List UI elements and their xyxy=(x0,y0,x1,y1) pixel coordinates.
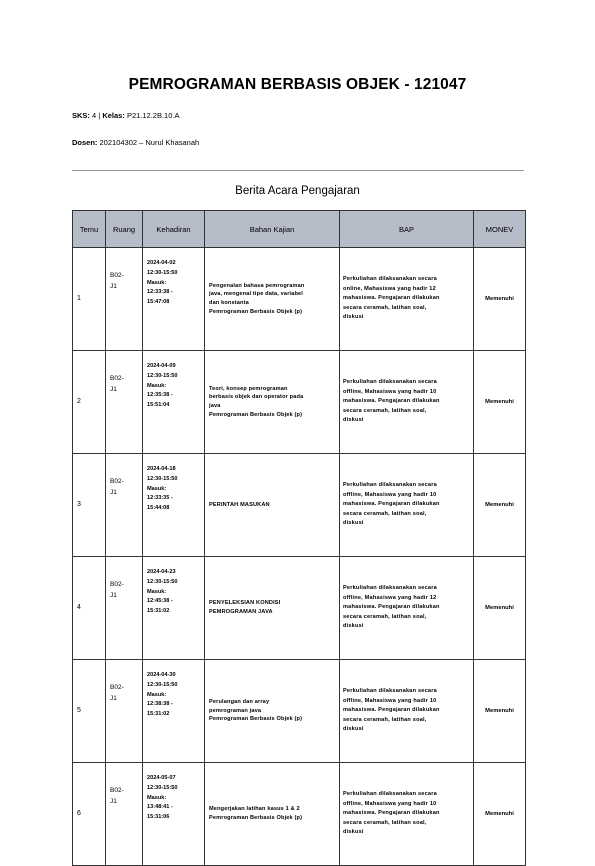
bap-line: diskusi xyxy=(343,417,364,424)
kehadiran-line: 2024-05-07 xyxy=(147,775,176,781)
section-title: Berita Acara Pengajaran xyxy=(235,185,360,197)
kehadiran-cell xyxy=(143,351,205,454)
header-temu: Temu xyxy=(73,211,106,248)
dosen-label: Dosen: xyxy=(72,138,98,147)
teaching-record-table xyxy=(72,210,526,866)
ruang-line: B02- xyxy=(110,684,124,691)
bahan-kajian-line: Perulangan dan array xyxy=(209,699,270,706)
kehadiran-cell xyxy=(143,763,205,866)
kehadiran-line: Masuk: xyxy=(147,279,167,286)
ruang-cell xyxy=(106,660,143,763)
bahan-kajian-cell xyxy=(205,557,340,660)
bap-line: Perkuliahan dilaksanakan secara xyxy=(343,688,437,695)
bap-cell xyxy=(340,763,474,866)
kelas-label: Kelas: xyxy=(102,111,125,120)
header-bap: BAP xyxy=(340,211,474,248)
bap-line: mahasiswa. Pengajaran dilakukan xyxy=(343,501,440,508)
ruang-line: B02- xyxy=(110,787,124,794)
ruang-line: J1 xyxy=(110,489,117,497)
ruang-line: J1 xyxy=(110,798,117,806)
bap-line: offline, Mahasiswa yang hadir 10 xyxy=(343,491,437,498)
bap-line: secara ceramah, latihan soal, xyxy=(343,716,427,723)
kehadiran-line: Masuk: xyxy=(147,588,167,595)
header-monev: MONEV xyxy=(474,211,526,248)
bahan-kajian-line: Teori, konsep pemrograman xyxy=(209,385,288,392)
monev-cell: Memenuhi xyxy=(474,660,526,763)
bap-line: diskusi xyxy=(343,726,364,733)
table-row xyxy=(73,763,526,866)
bahan-kajian-line: Pemrograman Berbasis Objek (p) xyxy=(209,308,303,315)
bap-line: secara ceramah, latihan soal, xyxy=(343,510,427,517)
kehadiran-line: 13:48:41 - xyxy=(147,804,173,811)
ruang-line: B02- xyxy=(110,375,124,382)
bap-line: secara ceramah, latihan soal, xyxy=(343,819,427,826)
kehadiran-line: Masuk: xyxy=(147,794,167,801)
header-bahan-kajian: Bahan Kajian xyxy=(205,211,340,248)
kehadiran-line: 12:30-15:50 xyxy=(147,681,178,688)
ruang-line: B02- xyxy=(110,581,124,588)
kehadiran-line: Masuk: xyxy=(147,485,167,492)
kehadiran-line: 12:30-15:50 xyxy=(147,475,178,482)
bap-line: offline, Mahasiswa yang hadir 10 xyxy=(343,388,437,395)
monev-cell: Memenuhi xyxy=(474,454,526,557)
bahan-kajian-line: Pemrograman Berbasis Objek (p) xyxy=(209,411,303,418)
kehadiran-line: 15:51:04 xyxy=(147,402,170,409)
ruang-line: B02- xyxy=(110,478,124,485)
ruang-line: B02- xyxy=(110,272,124,279)
bap-line: Perkuliahan dilaksanakan secara xyxy=(343,276,437,283)
bap-line: mahasiswa. Pengajaran dilakukan xyxy=(343,398,440,405)
kehadiran-line: 15:47:08 xyxy=(147,299,170,306)
kehadiran-line: 2024-04-30 xyxy=(147,672,176,678)
dosen-value: 202104302 – Nurul Khasanah xyxy=(99,138,200,147)
bahan-kajian-line: PEMROGRAMAN JAVA xyxy=(209,609,273,615)
kehadiran-line: Masuk: xyxy=(147,382,167,389)
kehadiran-cell xyxy=(143,454,205,557)
table-row xyxy=(73,557,526,660)
ruang-line: J1 xyxy=(110,283,117,291)
bahan-kajian-line: Pemrograman Berbasis Objek (p) xyxy=(209,716,303,723)
bap-line: diskusi xyxy=(343,314,364,321)
bahan-kajian-line: berbasis objek dan operator pada xyxy=(209,394,304,401)
header-kehadiran: Kehadiran xyxy=(143,211,205,248)
temu-cell: 4 xyxy=(73,557,106,660)
ruang-line: J1 xyxy=(110,695,117,703)
monev-cell: Memenuhi xyxy=(474,351,526,454)
temu-cell: 1 xyxy=(73,248,106,351)
kehadiran-line: 12:30-15:50 xyxy=(147,372,178,379)
bap-cell xyxy=(340,557,474,660)
ruang-line: J1 xyxy=(110,592,117,600)
kehadiran-line: 15:31:02 xyxy=(147,608,170,615)
temu-cell: 5 xyxy=(73,660,106,763)
kehadiran-line: 12:38:38 - xyxy=(147,701,173,708)
kehadiran-line: 12:30-15:50 xyxy=(147,269,178,276)
bap-line: Perkuliahan dilaksanakan secara xyxy=(343,482,437,489)
course-title: PEMROGRAMAN BERBASIS OBJEK - 121047 xyxy=(128,76,467,93)
kehadiran-line: 12:30-15:50 xyxy=(147,578,178,585)
bap-line: online, Mahasiswa yang hadir 12 xyxy=(343,285,436,292)
bap-line: Perkuliahan dilaksanakan secara xyxy=(343,379,437,386)
ruang-line: J1 xyxy=(110,386,117,394)
temu-cell: 3 xyxy=(73,454,106,557)
temu-cell: 6 xyxy=(73,763,106,866)
bap-line: mahasiswa. Pengajaran dilakukan xyxy=(343,707,440,714)
bahan-kajian-cell xyxy=(205,454,340,557)
kehadiran-line: 15:31:06 xyxy=(147,814,170,821)
bap-line: secara ceramah, latihan soal, xyxy=(343,407,427,414)
kehadiran-line: 12:45:38 - xyxy=(147,598,173,605)
bahan-kajian-line: pemrograman java xyxy=(209,707,262,714)
bap-line: mahasiswa. Pengajaran dilakukan xyxy=(343,295,440,302)
table-row xyxy=(73,248,526,351)
bap-line: mahasiswa. Pengajaran dilakukan xyxy=(343,604,440,611)
kehadiran-line: 2024-04-09 xyxy=(147,363,176,369)
bap-line: Perkuliahan dilaksanakan secara xyxy=(343,791,437,798)
lecturer-info xyxy=(72,138,199,147)
kehadiran-line: 12:33:38 - xyxy=(147,289,173,296)
sks-label: SKS: xyxy=(72,111,90,120)
bahan-kajian-line: Mengerjakan latihan kasus 1 & 2 xyxy=(209,806,300,813)
kehadiran-cell xyxy=(143,248,205,351)
bahan-kajian-line: Pemrograman Berbasis Objek (p) xyxy=(209,815,303,821)
bap-line: diskusi xyxy=(343,829,364,836)
bap-line: mahasiswa. Pengajaran dilakukan xyxy=(343,810,440,817)
bap-line: secara ceramah, latihan soal, xyxy=(343,304,427,311)
monev-cell: Memenuhi xyxy=(474,763,526,866)
bap-cell xyxy=(340,454,474,557)
bahan-kajian-cell xyxy=(205,763,340,866)
table-header-row xyxy=(73,211,526,248)
meta-separator: | xyxy=(98,111,101,120)
sks-value: 4 xyxy=(92,111,97,120)
bap-line: secara ceramah, latihan soal, xyxy=(343,613,427,620)
bap-line: Perkuliahan dilaksanakan secara xyxy=(343,585,437,592)
bahan-kajian-cell xyxy=(205,351,340,454)
ruang-cell xyxy=(106,454,143,557)
bap-line: offline, Mahasiswa yang hadir 10 xyxy=(343,697,437,704)
table-row xyxy=(73,660,526,763)
bap-line: offline, Mahasiswa yang hadir 12 xyxy=(343,594,437,601)
bap-cell xyxy=(340,660,474,763)
kehadiran-line: 2024-04-23 xyxy=(147,569,176,575)
bahan-kajian-line: Pengenalan bahasa pemrograman xyxy=(209,282,305,289)
bahan-kajian-cell xyxy=(205,248,340,351)
kehadiran-line: 12:35:38 - xyxy=(147,392,173,399)
kelas-value: P21.12.2B.10.A xyxy=(126,111,180,120)
bap-line: diskusi xyxy=(343,623,364,630)
kehadiran-line: 12:33:35 - xyxy=(147,495,173,502)
ruang-cell xyxy=(106,351,143,454)
bahan-kajian-line: java, mengenal tipe data, variabel xyxy=(209,291,304,298)
kehadiran-line: 15:31:02 xyxy=(147,711,170,718)
divider xyxy=(72,170,524,171)
kehadiran-cell xyxy=(143,660,205,763)
bahan-kajian-line: dan konstanta xyxy=(209,300,249,306)
course-meta xyxy=(72,111,179,120)
kehadiran-line: 12:30-15:50 xyxy=(147,784,178,791)
ruang-cell xyxy=(106,557,143,660)
bahan-kajian-line: java xyxy=(209,403,221,409)
kehadiran-line: Masuk: xyxy=(147,691,167,698)
temu-cell: 2 xyxy=(73,351,106,454)
monev-cell: Memenuhi xyxy=(474,557,526,660)
kehadiran-line: 2024-04-18 xyxy=(147,466,176,472)
bahan-kajian-line: PENYELEKSIAN KONDISI xyxy=(209,600,281,607)
bap-cell xyxy=(340,351,474,454)
header-ruang: Ruang xyxy=(106,211,143,248)
ruang-cell xyxy=(106,763,143,866)
kehadiran-line: 2024-04-02 xyxy=(147,260,176,266)
kehadiran-line: 15:44:08 xyxy=(147,505,170,512)
table-row xyxy=(73,454,526,557)
monev-cell: Memenuhi xyxy=(474,248,526,351)
bap-cell xyxy=(340,248,474,351)
bahan-kajian-line: PERINTAH MASUKAN xyxy=(209,501,270,508)
ruang-cell xyxy=(106,248,143,351)
bahan-kajian-cell xyxy=(205,660,340,763)
bap-line: diskusi xyxy=(343,520,364,527)
bap-line: offline, Mahasiswa yang hadir 10 xyxy=(343,800,437,807)
kehadiran-cell xyxy=(143,557,205,660)
table-row xyxy=(73,351,526,454)
